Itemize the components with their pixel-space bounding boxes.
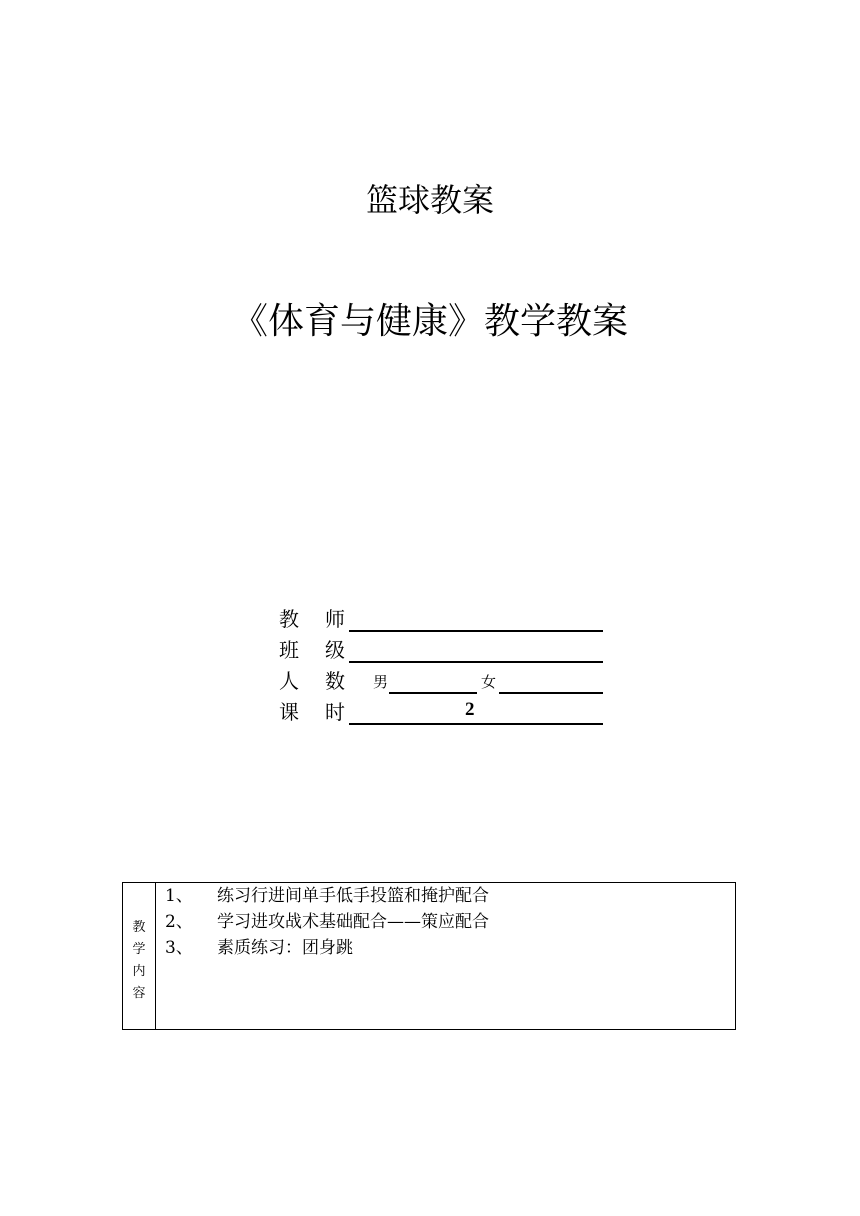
count-label-char2: 数	[325, 669, 345, 693]
count-row	[279, 666, 609, 696]
period-row	[279, 697, 609, 727]
side-label-char: 内	[132, 964, 146, 979]
document-title: 篮球教案	[365, 181, 494, 219]
class-field[interactable]	[349, 635, 603, 663]
class-label-char1: 班	[279, 638, 299, 662]
side-label-char: 学	[132, 942, 146, 957]
item-text: 学习进攻战术基础配合——策应配合	[217, 912, 489, 932]
item-text: 素质练习：团身跳	[217, 938, 353, 958]
class-label	[279, 637, 345, 663]
male-label: 男	[373, 673, 389, 691]
class-label-char2: 级	[325, 638, 345, 662]
content-side-header	[123, 883, 156, 1029]
period-label-char1: 课	[279, 700, 299, 724]
teacher-field[interactable]	[349, 604, 603, 632]
list-item	[165, 909, 731, 935]
period-field[interactable]	[349, 697, 603, 725]
side-label-char: 教	[132, 920, 146, 935]
period-value: 2	[465, 699, 475, 720]
item-number: 3、	[165, 938, 193, 958]
teaching-content-table	[122, 882, 736, 1030]
female-count-field[interactable]	[499, 666, 603, 694]
document-subtitle: 《体育与健康》教学教案	[231, 301, 628, 342]
teacher-row	[279, 604, 609, 634]
info-block	[279, 604, 609, 728]
female-label: 女	[481, 673, 497, 691]
count-label-char1: 人	[279, 669, 299, 693]
content-items	[165, 883, 731, 961]
class-row	[279, 635, 609, 665]
teacher-label-char1: 教	[279, 607, 299, 631]
list-item	[165, 883, 731, 909]
count-label	[279, 668, 345, 694]
teacher-label	[279, 606, 345, 632]
item-text: 练习行进间单手低手投篮和掩护配合	[217, 886, 489, 906]
list-item	[165, 935, 731, 961]
gender-fields	[349, 666, 603, 694]
item-number: 1、	[165, 886, 193, 906]
period-label	[279, 699, 345, 725]
teacher-label-char2: 师	[325, 607, 345, 631]
male-count-field[interactable]	[389, 666, 477, 694]
item-number: 2、	[165, 912, 193, 932]
content-side-label	[123, 917, 155, 1005]
period-label-char2: 时	[325, 700, 345, 724]
side-label-char: 容	[132, 986, 146, 1001]
